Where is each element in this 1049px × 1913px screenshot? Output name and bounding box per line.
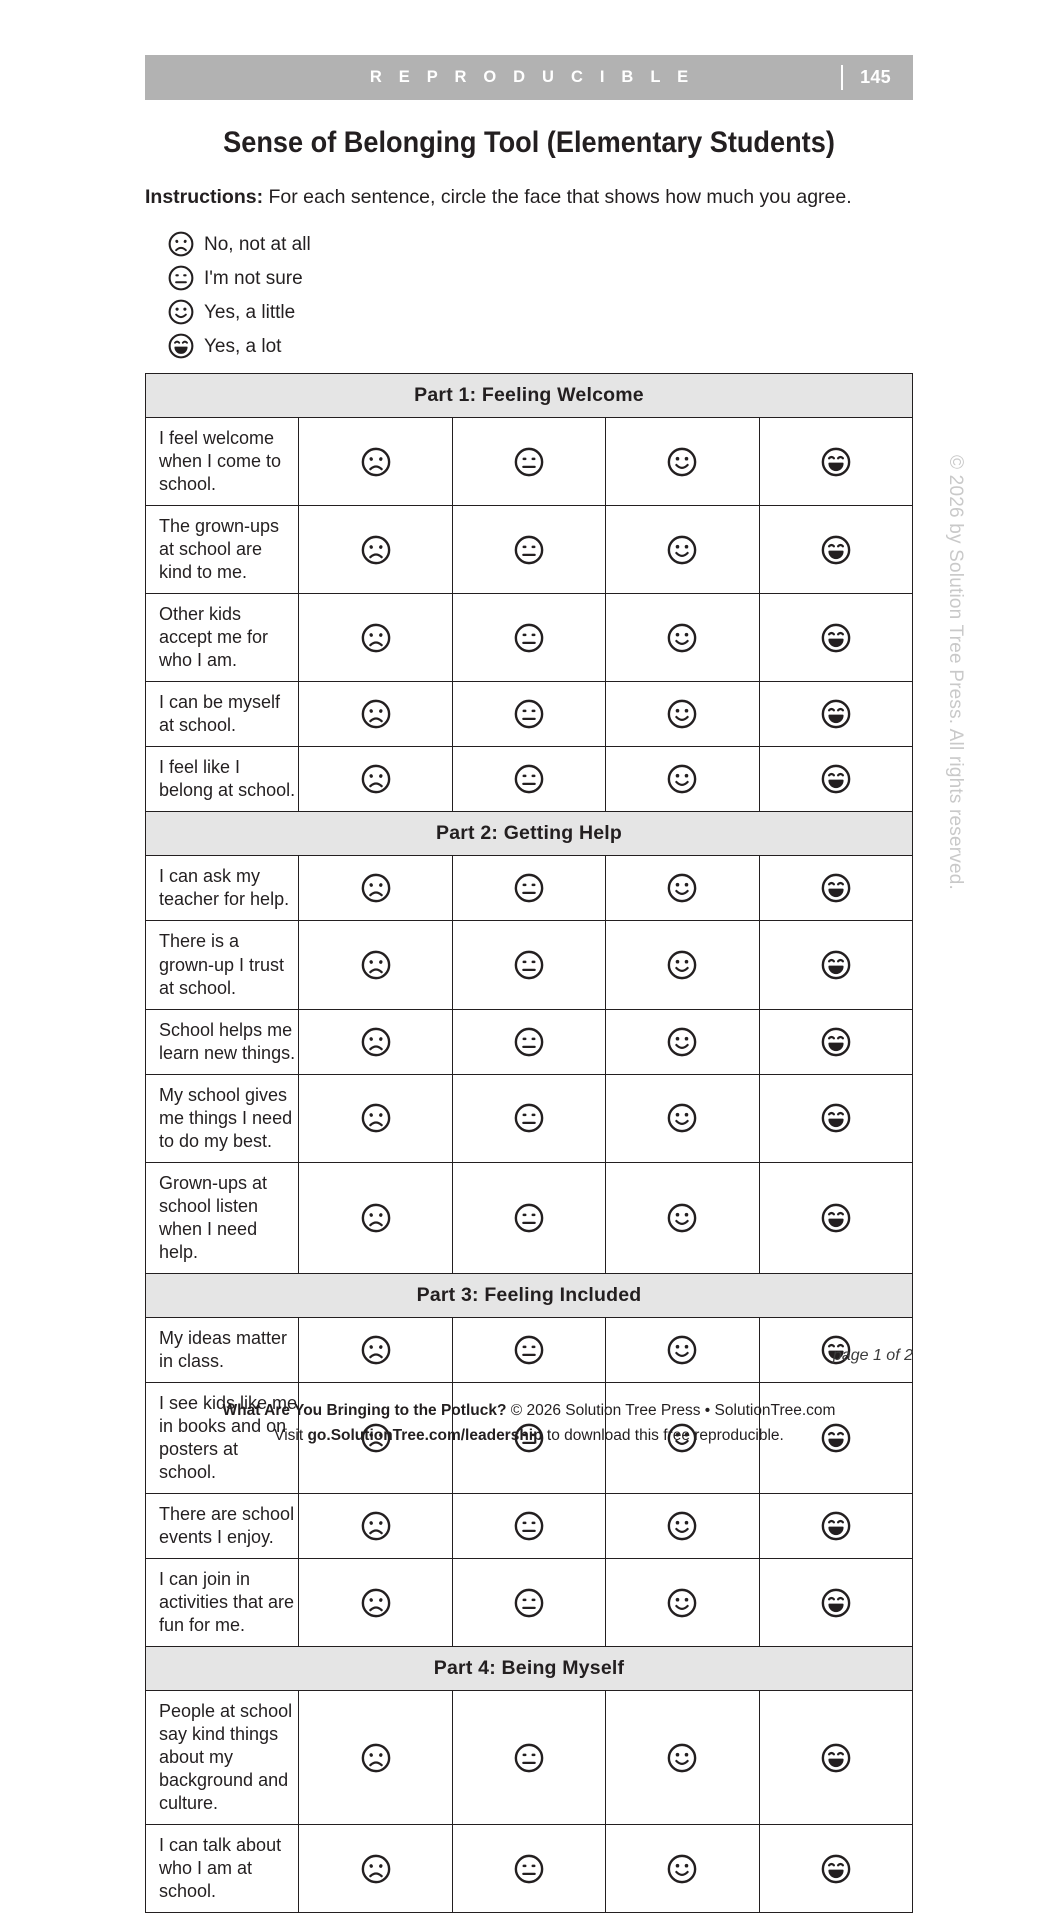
table-row bbox=[146, 594, 913, 682]
neutral-face-icon bbox=[168, 265, 194, 291]
response-option-grin[interactable] bbox=[759, 1009, 912, 1074]
book-title: What Are You Bringing to the Potluck? bbox=[222, 1402, 507, 1419]
table-row bbox=[146, 1074, 913, 1162]
table-row bbox=[146, 682, 913, 747]
statement-text: There is a grown-up I trust at school. bbox=[146, 921, 299, 1009]
response-option-grin[interactable] bbox=[759, 747, 912, 812]
page-indicator: page 1 of 2 bbox=[832, 1347, 913, 1364]
belonging-tool-table bbox=[145, 373, 913, 1913]
response-option-sad[interactable] bbox=[299, 506, 452, 594]
response-option-sad[interactable] bbox=[299, 856, 452, 921]
response-option-grin[interactable] bbox=[759, 1162, 912, 1273]
response-legend bbox=[168, 227, 668, 363]
response-option-smile[interactable] bbox=[606, 747, 759, 812]
response-option-sad[interactable] bbox=[299, 1559, 452, 1647]
response-option-smile[interactable] bbox=[606, 1559, 759, 1647]
reproducible-banner bbox=[145, 55, 913, 100]
response-option-sad[interactable] bbox=[299, 921, 452, 1009]
legend-item bbox=[168, 227, 668, 261]
statement-text: I can talk about who I am at school. bbox=[146, 1825, 299, 1913]
legend-item bbox=[168, 329, 668, 363]
response-option-grin[interactable] bbox=[759, 921, 912, 1009]
statement-text: The grown-ups at school are kind to me. bbox=[146, 506, 299, 594]
footer-line-1 bbox=[145, 1398, 913, 1423]
response-option-smile[interactable] bbox=[606, 856, 759, 921]
statement-text: There are school events I enjoy. bbox=[146, 1494, 299, 1559]
response-option-smile[interactable] bbox=[606, 506, 759, 594]
section-heading: Part 4: Being Myself bbox=[146, 1647, 913, 1691]
response-option-grin[interactable] bbox=[759, 418, 912, 506]
response-option-grin[interactable] bbox=[759, 682, 912, 747]
response-option-neutral[interactable] bbox=[452, 1494, 605, 1559]
response-option-sad[interactable] bbox=[299, 1162, 452, 1273]
response-option-neutral[interactable] bbox=[452, 682, 605, 747]
response-option-smile[interactable] bbox=[606, 1009, 759, 1074]
table-row bbox=[146, 506, 913, 594]
statement-text: I can be myself at school. bbox=[146, 682, 299, 747]
section-header-row bbox=[146, 1273, 913, 1317]
statement-text: I can ask my teacher for help. bbox=[146, 856, 299, 921]
side-copyright-watermark: © 2026 by Solution Tree Press. All rights reserved. bbox=[945, 455, 966, 891]
response-option-neutral[interactable] bbox=[452, 856, 605, 921]
table-row bbox=[146, 1691, 913, 1825]
response-option-grin[interactable] bbox=[759, 1494, 912, 1559]
response-option-neutral[interactable] bbox=[452, 418, 605, 506]
table-row bbox=[146, 1494, 913, 1559]
response-option-sad[interactable] bbox=[299, 1494, 452, 1559]
response-option-neutral[interactable] bbox=[452, 1559, 605, 1647]
response-option-grin[interactable] bbox=[759, 856, 912, 921]
legend-item bbox=[168, 261, 668, 295]
table-row bbox=[146, 856, 913, 921]
banner-divider bbox=[841, 65, 843, 90]
response-option-smile[interactable] bbox=[606, 1691, 759, 1825]
response-option-smile[interactable] bbox=[606, 1074, 759, 1162]
page-number: 145 bbox=[860, 67, 891, 87]
reproducible-label: R E P R O D U C I B L E bbox=[369, 68, 695, 86]
section-heading: Part 2: Getting Help bbox=[146, 812, 913, 856]
response-option-smile[interactable] bbox=[606, 682, 759, 747]
section-heading: Part 1: Feeling Welcome bbox=[146, 374, 913, 418]
response-option-grin[interactable] bbox=[759, 594, 912, 682]
response-option-grin[interactable] bbox=[759, 1825, 912, 1913]
statement-text: I can join in activities that are fun for me. bbox=[146, 1559, 299, 1647]
section-header-row bbox=[146, 812, 913, 856]
table-row bbox=[146, 1559, 913, 1647]
response-option-smile[interactable] bbox=[606, 1494, 759, 1559]
response-option-neutral[interactable] bbox=[452, 747, 605, 812]
legend-item bbox=[168, 295, 668, 329]
statement-text: Grown-ups at school listen when I need help. bbox=[146, 1162, 299, 1273]
response-option-grin[interactable] bbox=[759, 1559, 912, 1647]
instructions-text: For each sentence, circle the face that shows how much you agree. bbox=[263, 186, 852, 208]
statement-text: Other kids accept me for who I am. bbox=[146, 594, 299, 682]
legend-label: No, not at all bbox=[204, 233, 311, 255]
footer-copyright: © 2026 Solution Tree Press • SolutionTree.com bbox=[506, 1402, 836, 1419]
response-option-sad[interactable] bbox=[299, 682, 452, 747]
smile-face-icon bbox=[168, 299, 194, 325]
statement-text: I feel welcome when I come to school. bbox=[146, 418, 299, 506]
response-option-sad[interactable] bbox=[299, 418, 452, 506]
response-option-neutral[interactable] bbox=[452, 1074, 605, 1162]
footer-visit-label: Visit bbox=[274, 1427, 308, 1445]
statement-text: I feel like I belong at school. bbox=[146, 747, 299, 812]
footer bbox=[145, 1398, 913, 1448]
statement-text: School helps me learn new things. bbox=[146, 1009, 299, 1074]
response-option-neutral[interactable] bbox=[452, 1009, 605, 1074]
legend-label: Yes, a lot bbox=[204, 335, 282, 357]
footer-url[interactable]: go.SolutionTree.com/leadership bbox=[307, 1427, 543, 1445]
response-option-smile[interactable] bbox=[606, 1825, 759, 1913]
response-option-smile[interactable] bbox=[606, 921, 759, 1009]
footer-line-2 bbox=[145, 1423, 913, 1448]
statement-text: My ideas matter in class. bbox=[146, 1317, 299, 1382]
legend-label: Yes, a little bbox=[204, 301, 296, 323]
sad-face-icon bbox=[168, 231, 194, 257]
response-option-neutral[interactable] bbox=[452, 921, 605, 1009]
response-option-neutral[interactable] bbox=[452, 1691, 605, 1825]
section-heading: Part 3: Feeling Included bbox=[146, 1273, 913, 1317]
response-option-sad[interactable] bbox=[299, 747, 452, 812]
statement-text: I see kids like me in books and on posters at school. bbox=[146, 1382, 299, 1493]
table-row bbox=[146, 1825, 913, 1913]
response-option-grin[interactable] bbox=[759, 1074, 912, 1162]
response-option-sad[interactable] bbox=[299, 594, 452, 682]
table-row bbox=[146, 1162, 913, 1273]
response-option-neutral[interactable] bbox=[452, 1825, 605, 1913]
response-option-smile[interactable] bbox=[606, 418, 759, 506]
statement-text: People at school say kind things about my background and culture. bbox=[146, 1691, 299, 1825]
page-title: Sense of Belonging Tool (Elementary Students) bbox=[223, 126, 835, 159]
table-row bbox=[146, 921, 913, 1009]
response-option-grin[interactable] bbox=[759, 506, 912, 594]
response-option-sad[interactable] bbox=[299, 1691, 452, 1825]
table-row bbox=[146, 747, 913, 812]
table-row bbox=[146, 1009, 913, 1074]
response-option-smile[interactable] bbox=[606, 594, 759, 682]
section-header-row bbox=[146, 1647, 913, 1691]
response-option-sad[interactable] bbox=[299, 1009, 452, 1074]
banner-page-group bbox=[841, 55, 891, 100]
response-option-smile[interactable] bbox=[606, 1162, 759, 1273]
legend-label: I'm not sure bbox=[204, 267, 303, 289]
response-option-grin[interactable] bbox=[759, 1691, 912, 1825]
instructions-label: Instructions: bbox=[145, 186, 264, 208]
grin-face-icon bbox=[168, 333, 194, 359]
table-body bbox=[146, 374, 913, 1913]
response-option-sad[interactable] bbox=[299, 1074, 452, 1162]
response-option-neutral[interactable] bbox=[452, 506, 605, 594]
statement-text: My school gives me things I need to do my best. bbox=[146, 1074, 299, 1162]
response-option-sad[interactable] bbox=[299, 1825, 452, 1913]
response-option-neutral[interactable] bbox=[452, 1162, 605, 1273]
section-header-row bbox=[146, 374, 913, 418]
table-row bbox=[146, 418, 913, 506]
footer-visit-rest: to download this free reproducible. bbox=[542, 1427, 784, 1445]
instructions bbox=[145, 185, 935, 210]
response-option-neutral[interactable] bbox=[452, 594, 605, 682]
